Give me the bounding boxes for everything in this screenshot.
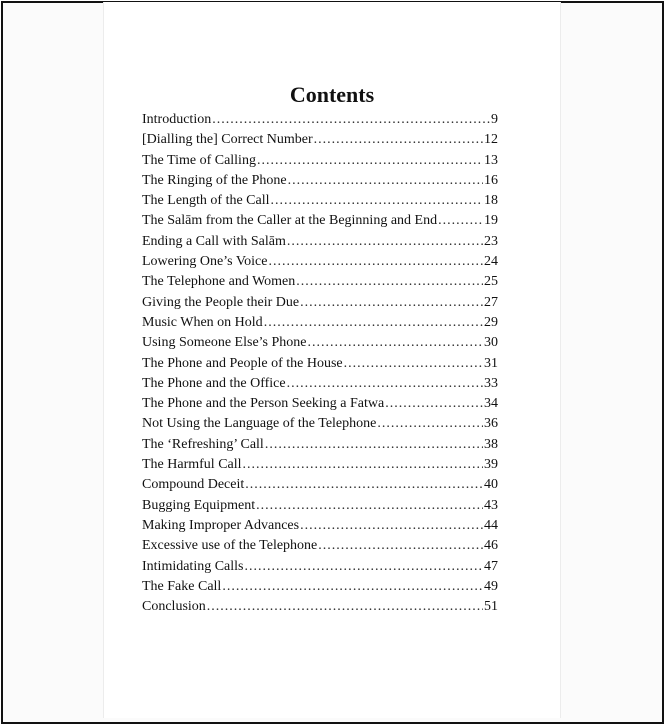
toc-entry xyxy=(142,396,498,416)
toc-entry-page: 31 xyxy=(484,355,498,371)
toc-dot-leader xyxy=(245,477,483,493)
toc-dot-leader xyxy=(245,559,484,575)
toc-entry-page: 12 xyxy=(484,132,498,148)
toc-entry xyxy=(142,538,498,558)
toc-entry xyxy=(142,193,498,213)
toc-entry xyxy=(142,254,498,274)
toc-entry xyxy=(142,213,498,233)
toc-entry-page: 9 xyxy=(491,112,498,127)
toc-entry-page: 16 xyxy=(484,172,498,188)
toc-entry-page: 19 xyxy=(484,213,498,229)
toc-entry xyxy=(142,356,498,376)
toc-entry xyxy=(142,559,498,579)
toc-entry-title: [Dialling the] Correct Number xyxy=(142,132,313,148)
toc-entry-title: The Time of Calling xyxy=(142,152,256,168)
toc-entry xyxy=(142,132,498,152)
toc-dot-leader xyxy=(318,538,483,554)
toc-entry-title: Compound Deceit xyxy=(142,477,245,493)
toc-dot-leader xyxy=(377,416,483,432)
toc-entry-page: 49 xyxy=(484,578,498,594)
toc-entry-page: 44 xyxy=(484,517,498,533)
toc-entry-title: Not Using the Language of the Telephone xyxy=(142,416,377,432)
toc-entry xyxy=(142,234,498,254)
toc-dot-leader xyxy=(271,193,483,209)
toc-entry xyxy=(142,579,498,599)
toc-entry xyxy=(142,153,498,173)
toc-entry-title: The Phone and People of the House xyxy=(142,355,343,371)
toc-entry xyxy=(142,112,498,132)
toc-entry-title: Giving the People their Due xyxy=(142,294,300,310)
toc-entry-title: The Ringing of the Phone xyxy=(142,172,287,188)
toc-entry-page: 39 xyxy=(484,457,498,473)
toc-entry xyxy=(142,457,498,477)
toc-dot-leader xyxy=(300,518,483,534)
toc-entry xyxy=(142,599,498,619)
table-of-contents xyxy=(142,112,498,619)
toc-dot-leader xyxy=(296,274,483,290)
toc-entry-page: 27 xyxy=(484,294,498,310)
toc-entry xyxy=(142,416,498,436)
toc-entry-title: Lowering One’s Voice xyxy=(142,254,268,270)
toc-dot-leader xyxy=(287,234,483,250)
toc-dot-leader xyxy=(222,579,483,595)
toc-entry-page: 46 xyxy=(484,538,498,554)
toc-entry-page: 47 xyxy=(484,558,498,574)
toc-entry-page: 29 xyxy=(484,314,498,330)
toc-entry-title: Conclusion xyxy=(142,599,206,615)
toc-dot-leader xyxy=(268,254,483,270)
toc-entry-title: The Harmful Call xyxy=(142,457,242,473)
toc-entry-page: 34 xyxy=(484,396,498,412)
toc-dot-leader xyxy=(314,132,483,148)
toc-entry-title: Intimidating Calls xyxy=(142,558,244,574)
toc-entry-page: 36 xyxy=(484,416,498,432)
toc-dot-leader xyxy=(264,315,483,331)
toc-dot-leader xyxy=(300,295,483,311)
toc-entry-title: Ending a Call with Salām xyxy=(142,233,286,249)
toc-entry xyxy=(142,274,498,294)
toc-entry-page: 40 xyxy=(484,477,498,493)
toc-entry xyxy=(142,295,498,315)
toc-entry xyxy=(142,498,498,518)
toc-entry-page: 23 xyxy=(484,233,498,249)
toc-entry-title: The Phone and the Office xyxy=(142,375,286,391)
toc-dot-leader xyxy=(265,437,483,453)
toc-entry-page: 30 xyxy=(484,335,498,351)
toc-entry xyxy=(142,173,498,193)
toc-entry-title: The Telephone and Women xyxy=(142,274,296,290)
toc-entry xyxy=(142,477,498,497)
toc-dot-leader xyxy=(287,376,483,392)
toc-dot-leader xyxy=(288,173,483,189)
toc-entry-page: 24 xyxy=(484,254,498,270)
toc-dot-leader xyxy=(256,498,483,514)
toc-entry-page: 33 xyxy=(484,375,498,391)
toc-entry-page: 38 xyxy=(484,436,498,452)
toc-entry-title: Music When on Hold xyxy=(142,314,263,330)
toc-entry xyxy=(142,335,498,355)
toc-entry-title: The Salām from the Caller at the Beginning and End xyxy=(142,213,438,229)
toc-entry-title: The Fake Call xyxy=(142,578,222,594)
toc-dot-leader xyxy=(243,457,483,473)
toc-dot-leader xyxy=(207,599,483,615)
toc-entry-title: The ‘Refreshing’ Call xyxy=(142,436,264,452)
toc-entry-title: Making Improper Advances xyxy=(142,517,300,533)
toc-entry-title: Bugging Equipment xyxy=(142,497,256,513)
toc-entry-title: Introduction xyxy=(142,112,212,127)
toc-dot-leader xyxy=(257,153,483,169)
toc-entry-page: 18 xyxy=(484,193,498,209)
toc-entry-page: 25 xyxy=(484,274,498,290)
toc-dot-leader xyxy=(308,335,484,351)
toc-entry-title: Using Someone Else’s Phone xyxy=(142,335,307,351)
toc-entry-page: 51 xyxy=(484,599,498,615)
toc-entry-title: The Phone and the Person Seeking a Fatwa xyxy=(142,396,385,412)
toc-entry-page: 13 xyxy=(484,152,498,168)
toc-dot-leader xyxy=(385,396,483,412)
toc-entry-page: 43 xyxy=(484,497,498,513)
page-title: Contents xyxy=(289,81,375,107)
toc-entry-title: The Length of the Call xyxy=(142,193,270,209)
toc-entry xyxy=(142,437,498,457)
toc-entry xyxy=(142,315,498,335)
toc-dot-leader xyxy=(344,356,483,372)
toc-entry-title: Excessive use of the Telephone xyxy=(142,538,318,554)
toc-dot-leader xyxy=(212,112,490,128)
toc-entry xyxy=(142,518,498,538)
toc-entry xyxy=(142,376,498,396)
toc-dot-leader xyxy=(438,213,483,229)
